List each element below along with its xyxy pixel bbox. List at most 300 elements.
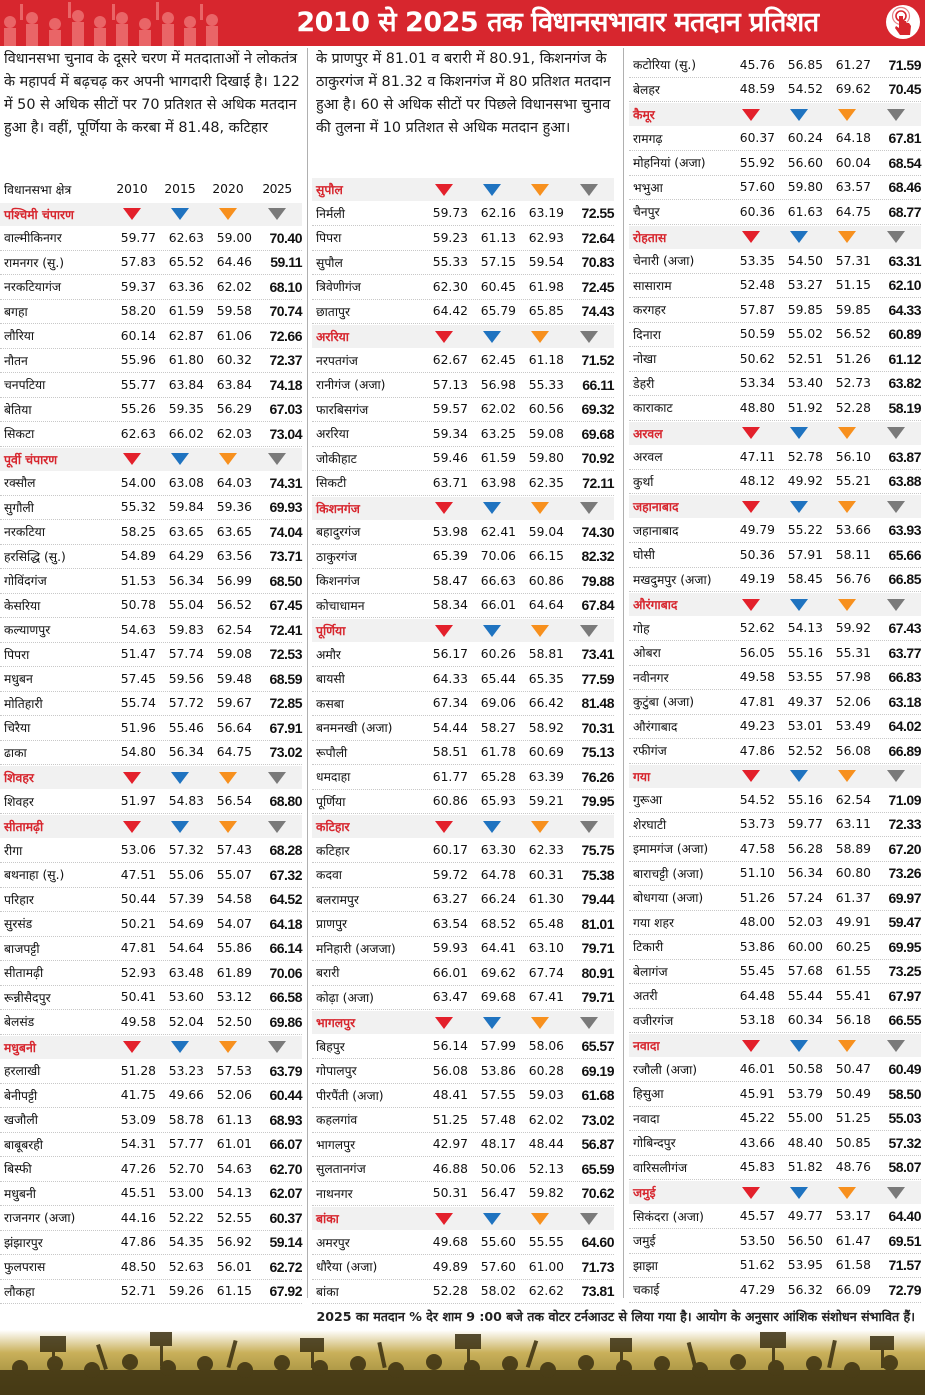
- district-name: रोहतास: [633, 230, 667, 245]
- table-row: [629, 1107, 921, 1132]
- legend-triangle-icon: [775, 1186, 823, 1200]
- turnout-2025: 69.68: [581, 425, 614, 442]
- constituency-name: ढाका: [4, 745, 27, 760]
- turnout-2025: 72.85: [269, 695, 302, 712]
- turnout-2025: 71.09: [888, 791, 921, 808]
- turnout-2025: 75.13: [581, 744, 614, 761]
- constituency-name: चनपटिया: [4, 378, 46, 393]
- turnout-2010: 48.12: [739, 474, 775, 489]
- turnout-2025: 59.11: [270, 254, 302, 271]
- constituency-name: बेलहर: [633, 82, 660, 97]
- constituency-name: औरंगाबाद: [633, 719, 678, 734]
- turnout-2010: 61.77: [432, 769, 468, 784]
- table-row: [0, 251, 302, 276]
- table-row: [0, 1182, 302, 1207]
- turnout-2010: 55.33: [432, 255, 468, 270]
- table-row: [312, 741, 614, 766]
- turnout-2020: 52.06: [216, 1088, 252, 1103]
- legend-triangle-icon: [156, 452, 204, 466]
- constituency-name: बिहपुर: [316, 1039, 345, 1054]
- constituency-name: फुलपरास: [4, 1260, 46, 1275]
- turnout-2025: 64.60: [581, 1234, 614, 1251]
- district-header: [312, 1011, 614, 1034]
- constituency-name: सुगौली: [4, 500, 34, 515]
- turnout-2015: 57.91: [787, 547, 823, 562]
- table-row: [312, 1280, 614, 1305]
- turnout-2025: 60.44: [269, 1087, 302, 1104]
- turnout-2020: 56.18: [835, 1013, 871, 1028]
- constituency-name: कुटुंबा (अजा): [633, 695, 695, 710]
- turnout-2025: 66.58: [269, 989, 302, 1006]
- turnout-2020: 59.80: [528, 451, 564, 466]
- constituency-name: रूपौली: [316, 745, 348, 760]
- turnout-2015: 60.45: [480, 279, 516, 294]
- turnout-2025: 67.92: [269, 1283, 302, 1300]
- table-row: [0, 545, 302, 570]
- turnout-2015: 57.60: [480, 1259, 516, 1274]
- turnout-2010: 52.48: [739, 278, 775, 293]
- turnout-2015: 54.64: [168, 941, 204, 956]
- turnout-2020: 66.15: [528, 549, 564, 564]
- turnout-2025: 70.40: [269, 229, 302, 246]
- constituency-name: चैनपुर: [633, 205, 660, 220]
- table-row: [312, 937, 614, 962]
- table-row: [629, 788, 921, 813]
- turnout-2015: 53.27: [787, 278, 823, 293]
- turnout-2025: 66.89: [888, 742, 921, 759]
- table-row: [629, 323, 921, 348]
- turnout-2010: 45.51: [120, 1186, 156, 1201]
- turnout-2015: 55.16: [787, 792, 823, 807]
- turnout-2015: 62.02: [480, 402, 516, 417]
- turnout-2020: 63.57: [835, 180, 871, 195]
- turnout-2010: 51.62: [739, 1258, 775, 1273]
- table-row: [312, 1059, 614, 1084]
- turnout-2015: 63.98: [480, 475, 516, 490]
- turnout-2020: 69.62: [835, 82, 871, 97]
- turnout-2010: 51.28: [120, 1063, 156, 1078]
- table-row: [312, 912, 614, 937]
- constituency-name: कुर्था: [633, 474, 654, 489]
- table-row: [312, 986, 614, 1011]
- table-row: [629, 813, 921, 838]
- district-header: [629, 226, 921, 249]
- turnout-2025: 67.43: [888, 620, 921, 637]
- turnout-2010: 59.57: [432, 402, 468, 417]
- table-row: [629, 739, 921, 764]
- turnout-2010: 51.53: [120, 573, 156, 588]
- table-row: [0, 741, 302, 766]
- turnout-2010: 55.96: [120, 353, 156, 368]
- constituency-name: डेहरी: [633, 376, 655, 391]
- turnout-2020: 54.07: [216, 916, 252, 931]
- turnout-2020: 53.17: [835, 1209, 871, 1224]
- turnout-2020: 63.10: [528, 941, 564, 956]
- legend-triangle-icon: [727, 1186, 775, 1200]
- turnout-2015: 50.58: [787, 1062, 823, 1077]
- table-row: [0, 692, 302, 717]
- district-header: [629, 103, 921, 126]
- table-row: [629, 960, 921, 985]
- turnout-2020: 59.85: [835, 302, 871, 317]
- constituency-name: अमरपुर: [316, 1235, 350, 1250]
- table-row: [312, 447, 614, 472]
- turnout-2010: 47.11: [739, 449, 775, 464]
- legend-triangle-icon: [564, 1212, 614, 1226]
- turnout-2015: 61.80: [168, 353, 204, 368]
- turnout-2015: 53.40: [787, 376, 823, 391]
- district-name: नवादा: [633, 1039, 660, 1053]
- turnout-2020: 62.54: [835, 792, 871, 807]
- turnout-2025: 66.55: [888, 1012, 921, 1029]
- turnout-2025: 68.50: [269, 572, 302, 589]
- turnout-2015: 61.63: [787, 204, 823, 219]
- turnout-2010: 54.44: [432, 720, 468, 735]
- turnout-2010: 48.59: [739, 82, 775, 97]
- turnout-2020: 52.06: [835, 694, 871, 709]
- legend-triangle-icon: [564, 183, 614, 197]
- table-row: [629, 1082, 921, 1107]
- constituency-name: त्रिवेणीगंज: [316, 280, 361, 295]
- district-header: [629, 495, 921, 518]
- legend-triangle-icon: [564, 501, 614, 515]
- turnout-2010: 51.25: [432, 1112, 468, 1127]
- turnout-2025: 63.77: [888, 644, 921, 661]
- turnout-2025: 79.88: [581, 572, 614, 589]
- turnout-2015: 56.34: [787, 866, 823, 881]
- constituency-name: बाजपट्टी: [4, 941, 40, 956]
- constituency-name: जहानाबाद: [633, 523, 679, 538]
- turnout-2020: 59.36: [216, 500, 252, 515]
- turnout-2010: 49.68: [432, 1235, 468, 1250]
- turnout-2010: 54.00: [120, 475, 156, 490]
- turnout-2010: 60.17: [432, 843, 468, 858]
- turnout-2010: 62.63: [120, 426, 156, 441]
- table-row: [0, 569, 302, 594]
- turnout-2010: 49.23: [739, 719, 775, 734]
- turnout-2025: 67.32: [269, 866, 302, 883]
- constituency-name: कोढ़ा (अजा): [316, 990, 374, 1005]
- turnout-2015: 60.34: [787, 1013, 823, 1028]
- table-row: [629, 445, 921, 470]
- table-column-2: [312, 177, 614, 1304]
- turnout-2020: 51.15: [835, 278, 871, 293]
- turnout-2010: 48.80: [739, 400, 775, 415]
- table-row: [629, 176, 921, 201]
- constituency-name: सुलतानगंज: [316, 1162, 366, 1177]
- turnout-2015: 55.60: [480, 1235, 516, 1250]
- turnout-2025: 69.51: [888, 1232, 921, 1249]
- constituency-name: पिपरा: [4, 647, 30, 662]
- turnout-2010: 54.89: [120, 549, 156, 564]
- turnout-2010: 58.20: [120, 304, 156, 319]
- legend-triangle-icon: [516, 183, 564, 197]
- turnout-2010: 53.06: [120, 843, 156, 858]
- constituency-name: भागलपुर: [316, 1137, 356, 1152]
- table-column-3: [629, 53, 921, 1303]
- constituency-name: बनमनखी (अजा): [316, 721, 393, 736]
- turnout-2015: 55.16: [787, 645, 823, 660]
- turnout-2010: 67.34: [432, 696, 468, 711]
- district-name: अरवल: [633, 426, 663, 441]
- turnout-2015: 63.65: [168, 524, 204, 539]
- table-row: [312, 398, 614, 423]
- turnout-2020: 64.75: [216, 745, 252, 760]
- legend-triangle-icon: [727, 108, 775, 122]
- turnout-2010: 42.97: [432, 1137, 468, 1152]
- turnout-2025: 74.30: [581, 523, 614, 540]
- table-row: [312, 667, 614, 692]
- legend-triangle-icon: [420, 183, 468, 197]
- table-row: [0, 520, 302, 545]
- turnout-2010: 53.73: [739, 817, 775, 832]
- turnout-2020: 59.92: [835, 621, 871, 636]
- turnout-2015: 57.99: [480, 1039, 516, 1054]
- turnout-2010: 64.48: [739, 988, 775, 1003]
- table-row: [0, 349, 302, 374]
- turnout-2015: 59.35: [168, 402, 204, 417]
- turnout-2025: 73.71: [269, 548, 302, 565]
- legend-triangle-icon: [204, 452, 252, 466]
- turnout-2010: 52.71: [120, 1284, 156, 1299]
- table-row: [312, 863, 614, 888]
- turnout-2020: 60.32: [216, 353, 252, 368]
- turnout-2020: 54.58: [216, 892, 252, 907]
- turnout-2025: 56.87: [581, 1136, 614, 1153]
- turnout-2015: 69.06: [480, 696, 516, 711]
- footer-note: 2025 का मतदान % देर शाम 9 :00 बजे तक वोटर टर्नआउट से लिया गया है। आयोग के अनुसार आंशिक संशोधन संभावित हैं।: [316, 1309, 915, 1324]
- constituency-name: घोसी: [633, 548, 655, 563]
- constituency-name: सुरसंड: [4, 917, 33, 932]
- turnout-2010: 62.67: [432, 353, 468, 368]
- turnout-2020: 52.13: [528, 1161, 564, 1176]
- turnout-2020: 60.31: [528, 867, 564, 882]
- turnout-2025: 60.49: [888, 1061, 921, 1078]
- turnout-2020: 56.92: [216, 1235, 252, 1250]
- constituency-name: लौकहा: [4, 1284, 35, 1299]
- turnout-2010: 60.86: [432, 794, 468, 809]
- legend-triangle-icon: [420, 1212, 468, 1226]
- table-row: [629, 543, 921, 568]
- turnout-2025: 68.54: [888, 154, 921, 171]
- table-row: [629, 274, 921, 299]
- constituency-name: झाझा: [633, 1258, 658, 1273]
- constituency-name: बाराचट्टी (अजा): [633, 866, 704, 881]
- turnout-2010: 46.88: [432, 1161, 468, 1176]
- table-row: [0, 422, 302, 447]
- constituency-name: झंझारपुर: [4, 1235, 43, 1250]
- table-row: [629, 1131, 921, 1156]
- table-row: [629, 837, 921, 862]
- turnout-2010: 51.10: [739, 866, 775, 881]
- turnout-2020: 52.28: [835, 400, 871, 415]
- legend-triangle-icon: [420, 1016, 468, 1030]
- constituency-name: मोहनियां (अजा): [633, 156, 706, 171]
- turnout-2010: 47.58: [739, 841, 775, 856]
- legend-triangle-icon: [775, 500, 823, 514]
- table-row: [0, 790, 302, 815]
- turnout-2020: 55.07: [216, 867, 252, 882]
- turnout-2010: 59.93: [432, 941, 468, 956]
- turnout-2010: 53.98: [432, 524, 468, 539]
- turnout-2015: 56.34: [168, 745, 204, 760]
- constituency-name: बेलागंज: [633, 964, 668, 979]
- turnout-2020: 56.29: [216, 402, 252, 417]
- turnout-2010: 50.44: [120, 892, 156, 907]
- turnout-2010: 51.97: [120, 794, 156, 809]
- turnout-2015: 56.47: [480, 1186, 516, 1201]
- legend-triangle-icon: [252, 452, 302, 466]
- legend-triangle-icon: [108, 452, 156, 466]
- table-row: [629, 372, 921, 397]
- turnout-2025: 69.97: [888, 889, 921, 906]
- turnout-2020: 60.28: [528, 1063, 564, 1078]
- turnout-2015: 64.78: [480, 867, 516, 882]
- turnout-2025: 64.40: [888, 1208, 921, 1225]
- legend-triangle-icon: [871, 500, 921, 514]
- legend-triangle-icon: [156, 207, 204, 221]
- table-row: [629, 249, 921, 274]
- table-row: [0, 471, 302, 496]
- turnout-2025: 74.18: [269, 376, 302, 393]
- turnout-2025: 73.02: [581, 1111, 614, 1128]
- turnout-2025: 73.41: [581, 646, 614, 663]
- constituency-name: बेनीपट्टी: [4, 1088, 38, 1103]
- turnout-2025: 63.88: [888, 473, 921, 490]
- turnout-2020: 61.89: [216, 965, 252, 980]
- turnout-2015: 57.77: [168, 1137, 204, 1152]
- turnout-2020: 59.67: [216, 696, 252, 711]
- turnout-2015: 57.32: [168, 843, 204, 858]
- table-row: [629, 200, 921, 225]
- constituency-name: सीतामढ़ी: [4, 966, 44, 981]
- turnout-2020: 55.55: [528, 1235, 564, 1250]
- legend-triangle-icon: [468, 820, 516, 834]
- turnout-2010: 62.30: [432, 279, 468, 294]
- turnout-2025: 76.26: [581, 768, 614, 785]
- constituency-name: बांका: [316, 1284, 339, 1299]
- legend-triangle-icon: [727, 598, 775, 612]
- turnout-2020: 66.09: [835, 1282, 871, 1297]
- turnout-2010: 58.34: [432, 598, 468, 613]
- table-row: [0, 594, 302, 619]
- turnout-2010: 55.77: [120, 377, 156, 392]
- turnout-2020: 65.85: [528, 304, 564, 319]
- legend-triangle-icon: [420, 624, 468, 638]
- turnout-2025: 63.31: [888, 252, 921, 269]
- turnout-2020: 62.93: [528, 230, 564, 245]
- turnout-2015: 60.24: [787, 131, 823, 146]
- constituency-name: हिसुआ: [633, 1087, 664, 1102]
- legend-triangle-icon: [468, 183, 516, 197]
- turnout-2020: 55.33: [528, 377, 564, 392]
- district-name: जहानाबाद: [633, 500, 679, 514]
- turnout-2015: 56.85: [787, 57, 823, 72]
- table-row: [312, 251, 614, 276]
- legend-triangle-icon: [108, 771, 156, 785]
- header-2020: 2020: [212, 182, 244, 197]
- turnout-2010: 58.47: [432, 573, 468, 588]
- turnout-2010: 47.81: [120, 941, 156, 956]
- legend-triangle-icon: [252, 207, 302, 221]
- turnout-2015: 59.77: [787, 817, 823, 832]
- table-row: [312, 422, 614, 447]
- legend-triangle-icon: [775, 426, 823, 440]
- table-row: [629, 1278, 921, 1303]
- district-header: [0, 766, 302, 789]
- constituency-name: रीगा: [4, 843, 23, 858]
- turnout-2015: 54.52: [787, 82, 823, 97]
- turnout-2015: 57.39: [168, 892, 204, 907]
- constituency-name: जोकीहाट: [316, 451, 357, 466]
- turnout-2025: 65.59: [581, 1160, 614, 1177]
- legend-triangle-icon: [468, 1212, 516, 1226]
- turnout-2010: 43.66: [739, 1135, 775, 1150]
- turnout-2010: 63.71: [432, 475, 468, 490]
- turnout-2010: 47.86: [739, 743, 775, 758]
- turnout-2025: 67.81: [888, 130, 921, 147]
- turnout-2010: 50.31: [432, 1186, 468, 1201]
- district-name: कैमूर: [633, 108, 655, 122]
- turnout-2020: 60.69: [528, 745, 564, 760]
- constituency-name: बथनाहा (सु.): [4, 868, 65, 883]
- turnout-2010: 57.87: [739, 302, 775, 317]
- turnout-2015: 58.45: [787, 572, 823, 587]
- turnout-2025: 74.31: [269, 474, 302, 491]
- turnout-2015: 55.06: [168, 867, 204, 882]
- turnout-2015: 70.06: [480, 549, 516, 564]
- turnout-2020: 63.84: [216, 377, 252, 392]
- legend-triangle-icon: [775, 1039, 823, 1053]
- turnout-2020: 56.01: [216, 1259, 252, 1274]
- turnout-2020: 56.52: [216, 598, 252, 613]
- turnout-2020: 52.50: [216, 1014, 252, 1029]
- constituency-name: नौतन: [4, 353, 28, 368]
- turnout-2020: 54.13: [216, 1186, 252, 1201]
- table-row: [312, 545, 614, 570]
- constituency-name: हरलाखी: [4, 1064, 41, 1079]
- table-row: [629, 641, 921, 666]
- turnout-2020: 52.73: [835, 376, 871, 391]
- table-row: [312, 888, 614, 913]
- constituency-name: बोधगया (अजा): [633, 891, 704, 906]
- constituency-name: नवादा: [633, 1111, 660, 1126]
- turnout-2025: 79.95: [581, 793, 614, 810]
- turnout-2015: 49.77: [787, 1209, 823, 1224]
- district-header: [629, 422, 921, 445]
- constituency-name: रामगढ़: [633, 131, 663, 146]
- turnout-2020: 58.81: [528, 647, 564, 662]
- legend-triangle-icon: [108, 207, 156, 221]
- turnout-2015: 63.25: [480, 426, 516, 441]
- turnout-2025: 66.11: [582, 376, 614, 393]
- legend-triangle-icon: [775, 598, 823, 612]
- turnout-2020: 61.27: [835, 57, 871, 72]
- turnout-2020: 59.08: [528, 426, 564, 441]
- turnout-2020: 65.48: [528, 916, 564, 931]
- table-row: [312, 765, 614, 790]
- turnout-2015: 61.59: [480, 451, 516, 466]
- legend-triangle-icon: [727, 1039, 775, 1053]
- constituency-name: बेतिया: [4, 402, 32, 417]
- legend-triangle-icon: [204, 820, 252, 834]
- turnout-2010: 51.26: [739, 890, 775, 905]
- table-row: [0, 937, 302, 962]
- turnout-2025: 63.87: [888, 448, 921, 465]
- turnout-2010: 50.21: [120, 916, 156, 931]
- turnout-2010: 47.86: [120, 1235, 156, 1250]
- turnout-2010: 60.36: [739, 204, 775, 219]
